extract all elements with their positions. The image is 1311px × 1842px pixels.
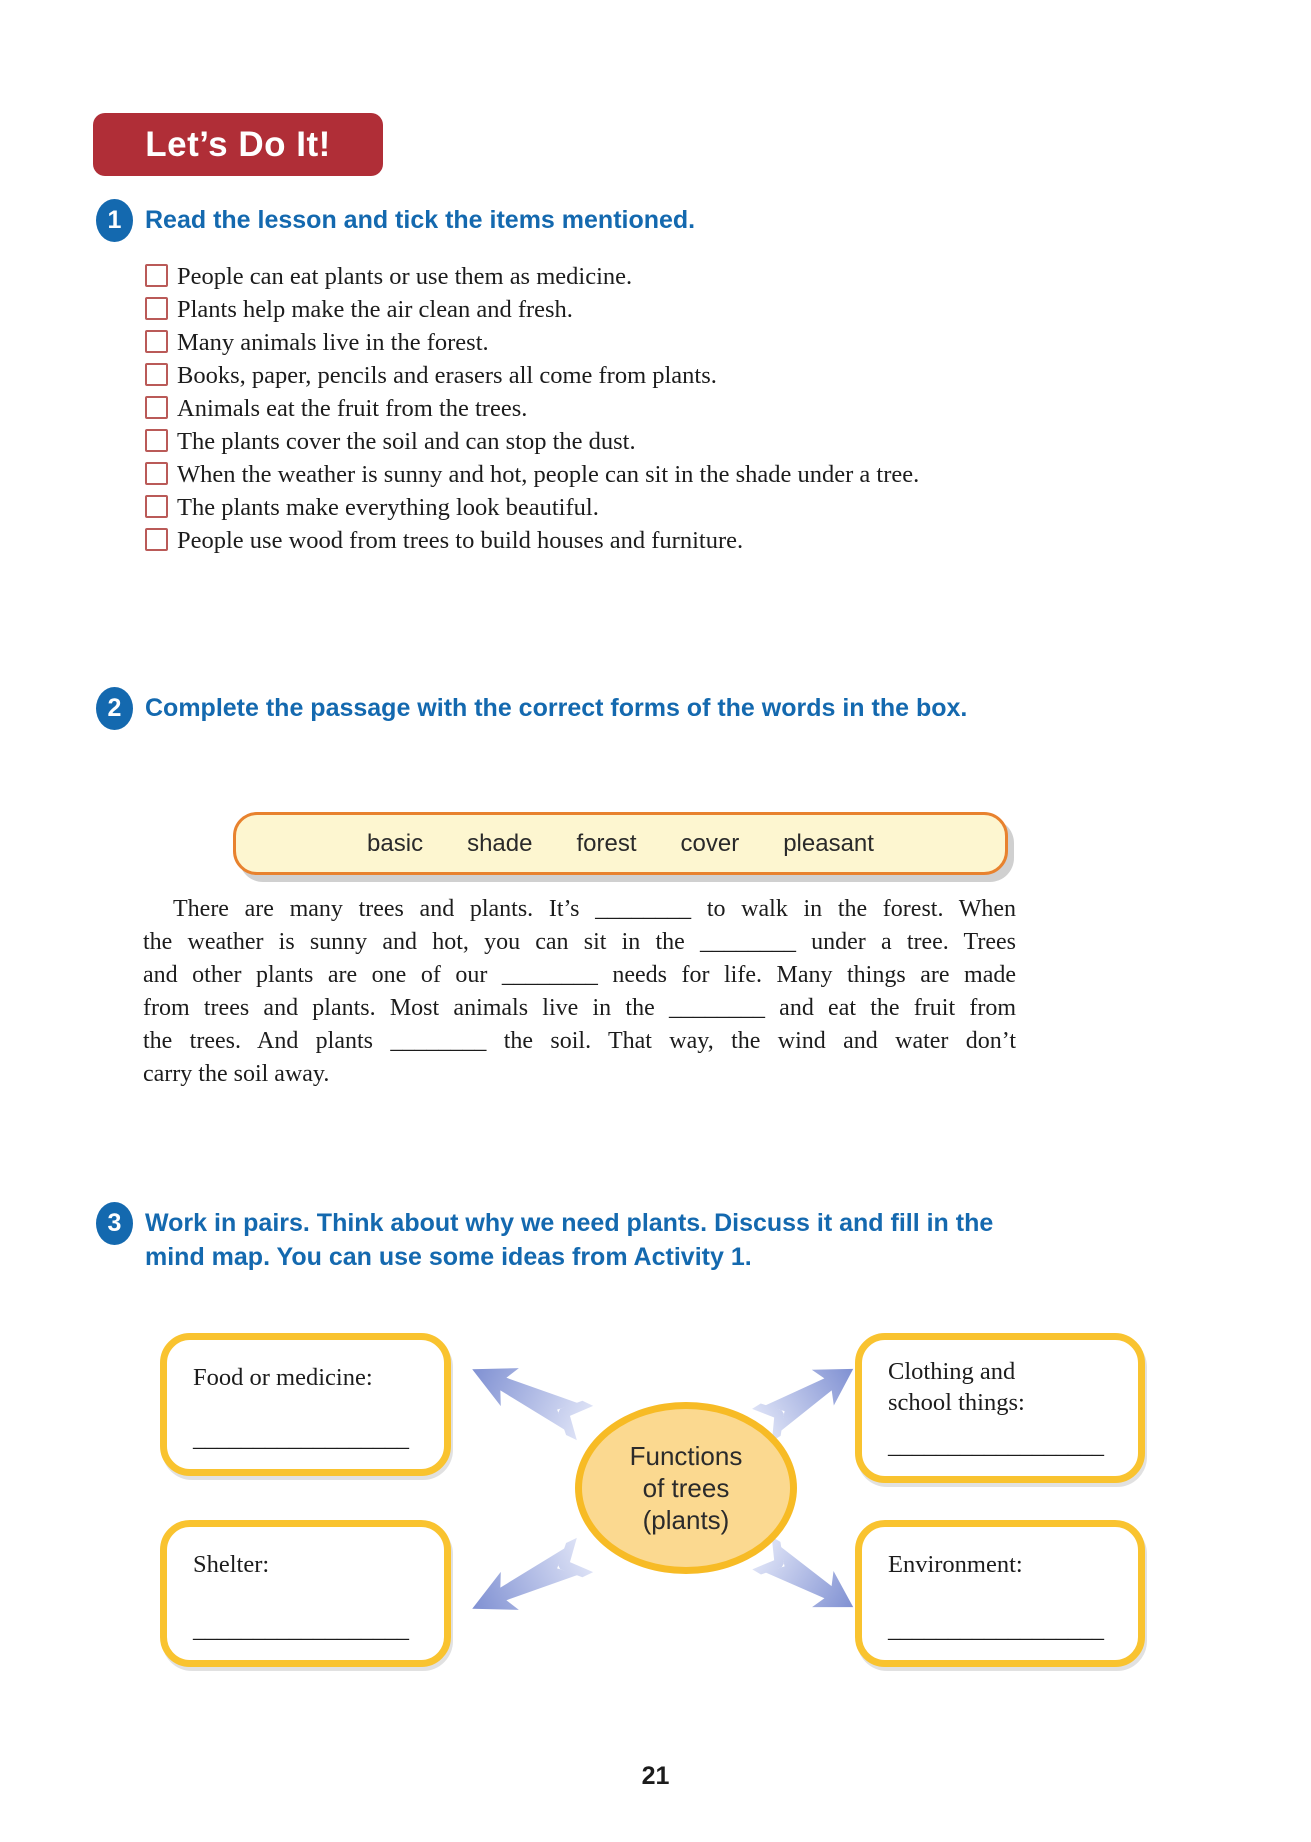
word-box-word: cover [680, 829, 740, 857]
checklist-item [145, 458, 919, 491]
checklist-item-text: Books, paper, pencils and erasers all come from plants. [177, 361, 717, 389]
mindmap-node-food-or-medicine [160, 1333, 451, 1476]
mindmap-center-text: Functions [629, 1441, 743, 1471]
activity1-header [96, 199, 695, 242]
checkbox[interactable] [145, 264, 168, 287]
checklist-item-text: The plants make everything look beautiful. [177, 493, 599, 521]
activity3-header [96, 1202, 1025, 1274]
checklist-item [145, 260, 919, 293]
passage-line: There are many trees and plants. It’s ________ to walk in the forest. When [173, 896, 1016, 922]
checklist-item-text: Plants help make the air clean and fresh. [177, 295, 573, 323]
checklist-item [145, 359, 919, 392]
checkbox[interactable] [145, 297, 168, 320]
checkbox[interactable] [145, 363, 168, 386]
checklist-item-text: The plants cover the soil and can stop the dust. [177, 427, 636, 455]
mindmap-node-blank[interactable]: __________________ [888, 1433, 1104, 1459]
mindmap-node-shelter [160, 1520, 451, 1667]
checkbox[interactable] [145, 429, 168, 452]
word-box [233, 812, 1008, 875]
checklist-item-text: Animals eat the fruit from the trees. [177, 394, 528, 422]
activity2-header [96, 687, 995, 730]
checklist-item-text: People can eat plants or use them as medicine. [177, 262, 633, 290]
mindmap-node-label: Shelter: [193, 1551, 270, 1578]
checklist-item [145, 392, 919, 425]
word-box-word: shade [467, 829, 533, 857]
mindmap-node-label: Environment: [888, 1551, 1023, 1578]
passage-line: the weather is sunny and hot, you can sit in the ________ under a tree. Trees [143, 929, 1016, 955]
mindmap-node-blank[interactable]: __________________ [888, 1617, 1104, 1643]
checklist-item [145, 293, 919, 326]
word-box-word: basic [367, 829, 424, 857]
mindmap-node-blank[interactable]: __________________ [193, 1617, 409, 1643]
activity2-number-badge: 2 [96, 687, 133, 730]
mindmap-node-environment [855, 1520, 1145, 1667]
lets-do-it-banner [93, 113, 383, 176]
mindmap-center-text: of trees [642, 1473, 730, 1503]
checklist-item-text: Many animals live in the forest. [177, 328, 489, 356]
arrow-bottom-left-icon [463, 1536, 594, 1628]
checklist-item [145, 425, 919, 458]
word-box-word: forest [576, 829, 637, 857]
passage-line: the trees. And plants ________ the soil. That way, the wind and water don’t [143, 1028, 1016, 1054]
mindmap-center-text: (plants) [642, 1505, 730, 1535]
arrow-bottom-right-icon [751, 1535, 864, 1625]
checkbox[interactable] [145, 528, 168, 551]
checklist-item [145, 491, 919, 524]
page-number: 21 [641, 1762, 670, 1790]
checklist-item-text: When the weather is sunny and hot, people can sit in the shade under a tree. [177, 460, 920, 488]
activity1-number-badge: 1 [96, 199, 133, 242]
banner-title: Let’s Do It! [145, 124, 331, 164]
mindmap-center-node [575, 1402, 797, 1574]
mind-map [0, 1333, 1311, 1693]
word-box-word: pleasant [783, 829, 874, 857]
checklist-item-text: People use wood from trees to build houses and furniture. [177, 526, 744, 554]
fill-in-passage[interactable] [143, 893, 1016, 1091]
activity1-checklist [145, 260, 919, 557]
arrow-top-left-icon [463, 1350, 594, 1442]
checkbox[interactable] [145, 462, 168, 485]
checklist-item [145, 326, 919, 359]
mindmap-node-blank[interactable]: __________________ [193, 1426, 409, 1452]
mindmap-node-label: Food or medicine: [193, 1364, 373, 1391]
activity3-number-badge: 3 [96, 1202, 133, 1245]
checkbox[interactable] [145, 495, 168, 518]
checkbox[interactable] [145, 330, 168, 353]
mindmap-node-clothing-school-things [855, 1333, 1145, 1483]
activity2-title: Complete the passage with the correct forms of the words in the box. [145, 694, 968, 722]
checkbox[interactable] [145, 396, 168, 419]
activity3-title: Work in pairs. Think about why we need plants. Discuss it and fill in the mind map. You can use some ideas from Activity 1. [145, 1209, 994, 1271]
passage-line: from trees and plants. Most animals live in the ________ and eat the fruit from [143, 995, 1016, 1021]
passage-line: and other plants are one of our ________ needs for life. Many things are made [143, 962, 1016, 988]
checklist-item [145, 524, 919, 557]
activity1-title: Read the lesson and tick the items mentioned. [145, 206, 696, 234]
passage-line: carry the soil away. [143, 1061, 330, 1087]
mindmap-node-label: Clothing and school things: [888, 1358, 1025, 1416]
